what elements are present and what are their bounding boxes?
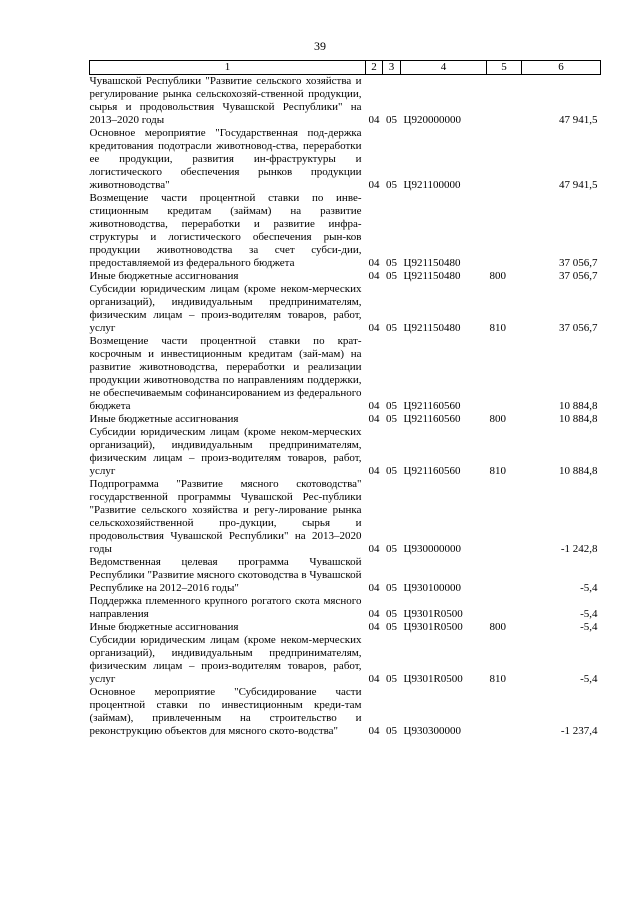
table-row — [90, 426, 601, 478]
table-header — [90, 61, 601, 75]
table-row — [90, 192, 601, 270]
header-col-5: 5 — [487, 61, 522, 75]
row-amount: -5,4 — [580, 621, 598, 633]
table-row — [90, 127, 601, 192]
table-row — [90, 413, 601, 426]
row-amount: -1 237,4 — [560, 725, 598, 737]
table-row — [90, 478, 601, 556]
row-expense-type — [487, 335, 522, 413]
row-section-code: 04 — [368, 322, 380, 334]
row-target-article: Ц921100000 — [403, 179, 461, 191]
row-amount: 10 884,8 — [559, 465, 598, 477]
row-target-article: Ц921150480 — [403, 322, 461, 334]
row-section-code: 04 — [368, 621, 380, 633]
table-row — [90, 335, 601, 413]
row-amount: 47 941,5 — [559, 179, 598, 191]
row-target-article: Ц9301R0500 — [403, 673, 463, 685]
table-row — [90, 270, 601, 283]
row-amount: -5,4 — [580, 608, 598, 620]
row-name: Иные бюджетные ассигнования — [89, 413, 239, 425]
row-subsection-code: 05 — [386, 465, 397, 477]
row-target-article: Ц920000000 — [403, 114, 461, 126]
row-section-code: 04 — [368, 608, 380, 620]
row-target-article: Ц921160560 — [403, 400, 461, 412]
row-name: Подпрограмма "Развитие мясного скотоводства" государственной программы Чувашской Рес-публики "Развитие сельского хозяйства и регу-лирование рынка сельскохозяйственной про-дукции, сырья и продовольствия Чувашской Республики" на 2013–2020 годы — [89, 478, 362, 555]
row-section-code: 04 — [368, 400, 380, 412]
row-section-code: 04 — [368, 543, 380, 555]
row-target-article: Ц930100000 — [403, 582, 461, 594]
row-target-article: Ц921160560 — [403, 413, 461, 425]
row-target-article: Ц921150480 — [403, 270, 461, 282]
row-section-code: 04 — [368, 114, 380, 126]
row-amount: 37 056,7 — [559, 322, 598, 334]
row-section-code: 04 — [368, 270, 380, 282]
table-row — [90, 283, 601, 335]
row-section-code: 04 — [368, 465, 380, 477]
header-col-6: 6 — [522, 61, 601, 75]
row-expense-type — [487, 686, 522, 738]
row-amount: -5,4 — [580, 673, 598, 685]
row-name: Иные бюджетные ассигнования — [89, 270, 239, 282]
row-amount: 10 884,8 — [559, 400, 598, 412]
row-target-article: Ц921150480 — [403, 257, 461, 269]
row-target-article: Ц930000000 — [403, 543, 461, 555]
row-amount: -5,4 — [580, 582, 598, 594]
header-col-1: 1 — [90, 61, 366, 75]
row-name: Чувашской Республики "Развитие сельского хозяйства и регулирование рынка сельскохозяй-ственной продукции, сырья и продовольствия Чувашской Республики" на 2013–2020 годы — [89, 75, 362, 126]
row-target-article: Ц9301R0500 — [403, 608, 463, 620]
row-section-code: 04 — [368, 582, 380, 594]
row-expense-type — [487, 75, 522, 128]
row-subsection-code: 05 — [386, 608, 397, 620]
row-expense-type — [487, 192, 522, 270]
row-expense-type: 810 — [489, 673, 506, 685]
row-amount: 37 056,7 — [559, 257, 598, 269]
row-name: Основное мероприятие "Государственная под-держка кредитования подотрасли животновод-ства, переработки ее продукции, развития ин-фраструктуры и логистического обеспечения рынков продукции животноводства" — [89, 127, 362, 191]
row-expense-type — [487, 127, 522, 192]
row-expense-type: 800 — [489, 413, 506, 425]
row-target-article: Ц921160560 — [403, 465, 461, 477]
row-subsection-code: 05 — [386, 179, 397, 191]
row-subsection-code: 05 — [386, 725, 397, 737]
row-subsection-code: 05 — [386, 322, 397, 334]
row-subsection-code: 05 — [386, 270, 397, 282]
table-row — [90, 634, 601, 686]
row-amount: 10 884,8 — [559, 413, 598, 425]
table-row — [90, 595, 601, 621]
row-subsection-code: 05 — [386, 400, 397, 412]
table-body — [90, 75, 601, 739]
row-name: Возмещение части процентной ставки по крат-косрочным и инвестиционным кредитам (зай-мам) на развитие животноводства, переработки и реализации продукции животноводства по направлениям поддержки, не обеспечиваемым софинансированием из федерального бюджета — [89, 335, 362, 412]
row-expense-type — [487, 556, 522, 595]
row-subsection-code: 05 — [386, 257, 397, 269]
table-row — [90, 75, 601, 128]
table-row — [90, 556, 601, 595]
row-subsection-code: 05 — [386, 582, 397, 594]
row-name: Субсидии юридическим лицам (кроме неком-мерческих организаций), индивидуальным предпринимателям, физическим лицам – произ-водителям товаров, работ, услуг — [89, 634, 362, 685]
header-col-4: 4 — [401, 61, 487, 75]
table-row — [90, 621, 601, 634]
row-amount: 37 056,7 — [559, 270, 598, 282]
row-subsection-code: 05 — [386, 673, 397, 685]
row-expense-type: 800 — [489, 270, 506, 282]
row-target-article: Ц9301R0500 — [403, 621, 463, 633]
row-section-code: 04 — [368, 725, 380, 737]
header-col-2: 2 — [366, 61, 383, 75]
row-expense-type: 810 — [489, 465, 506, 477]
row-expense-type: 800 — [489, 621, 506, 633]
row-name: Ведомственная целевая программа Чувашской Республики "Развитие мясного скотоводства в Чувашской Республике на 2012–2016 годы" — [89, 556, 362, 594]
row-name: Возмещение части процентной ставки по инве-стиционным кредитам (займам) на развитие животноводства, переработки и развитие инфра-структуры и логистического обеспечения рын-ков продукции животноводства за счет субси-дии, предоставляемой из федерального бюджета — [89, 192, 362, 269]
row-subsection-code: 05 — [386, 114, 397, 126]
row-section-code: 04 — [368, 257, 380, 269]
row-subsection-code: 05 — [386, 621, 397, 633]
row-name: Поддержка племенного крупного рогатого скота мясного направления — [89, 595, 362, 620]
row-name: Основное мероприятие "Субсидирование части процентной ставки по инвестиционным креди-там (займам), привлеченным на строительство и реконструкцию объектов для мясного ското-водства" — [89, 686, 362, 737]
page-number: 39 — [314, 39, 326, 53]
row-target-article: Ц930300000 — [403, 725, 461, 737]
row-section-code: 04 — [368, 179, 380, 191]
row-subsection-code: 05 — [386, 543, 397, 555]
budget-table — [89, 60, 601, 738]
row-name: Субсидии юридическим лицам (кроме неком-мерческих организаций), индивидуальным предпринимателям, физическим лицам – произ-водителям товаров, работ, услуг — [89, 283, 362, 334]
row-expense-type: 810 — [489, 322, 506, 334]
row-amount: 47 941,5 — [559, 114, 598, 126]
row-name: Субсидии юридическим лицам (кроме неком-мерческих организаций), индивидуальным предпринимателям, физическим лицам – произ-водителям товаров, работ, услуг — [89, 426, 362, 477]
row-name: Иные бюджетные ассигнования — [89, 621, 239, 633]
header-col-3: 3 — [383, 61, 401, 75]
row-amount: -1 242,8 — [560, 543, 598, 555]
row-section-code: 04 — [368, 673, 380, 685]
row-expense-type — [487, 595, 522, 621]
row-subsection-code: 05 — [386, 413, 397, 425]
row-section-code: 04 — [368, 413, 380, 425]
row-expense-type — [487, 478, 522, 556]
table-row — [90, 686, 601, 738]
